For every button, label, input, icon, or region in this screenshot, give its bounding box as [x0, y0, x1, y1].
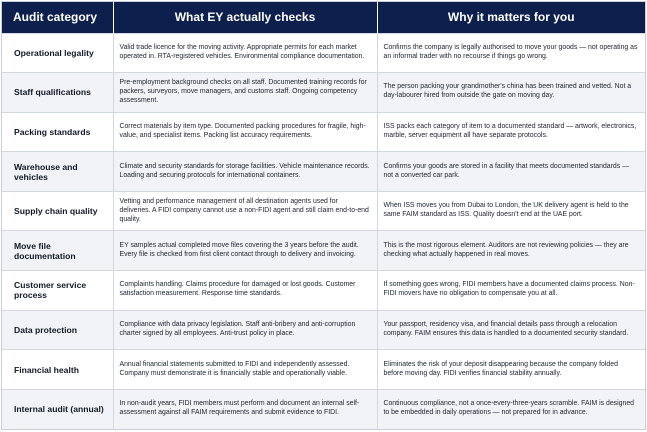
row-checks: In non-audit years, FIDI members must perform and document an internal self-assessment against all FAIM requirements and submit evidence to FIDI. — [113, 389, 377, 429]
table-row — [2, 112, 645, 152]
header-what-ey-checks: What EY actually checks — [113, 2, 377, 33]
row-checks: Annual financial statements submitted to FIDI and independently assessed. Company must demonstrate it is financially stable and operationally viable. — [113, 350, 377, 390]
row-category: Operational legality — [2, 33, 113, 73]
row-category: Internal audit (annual) — [2, 389, 113, 429]
row-category: Move file documentation — [2, 231, 113, 271]
header-audit-category: Audit category — [2, 2, 113, 33]
row-checks: Pre-employment background checks on all staff. Documented training records for packers, surveyors, move managers, and customs staff. Ongoing competency assessment. — [113, 73, 377, 113]
row-why: Confirms your goods are stored in a facility that meets documented standards — not a converted car park. — [377, 152, 645, 192]
row-category: Customer service process — [2, 271, 113, 311]
row-why: This is the most rigorous element. Auditors are not reviewing policies — they are checking what actually happened in real moves. — [377, 231, 645, 271]
row-why: ISS packs each category of item to a documented standard — artwork, electronics, marble, server equipment all have separate protocols. — [377, 112, 645, 152]
table-row — [2, 310, 645, 350]
row-category: Warehouse and vehicles — [2, 152, 113, 192]
row-category: Data protection — [2, 310, 113, 350]
table-row — [2, 73, 645, 113]
table-row — [2, 152, 645, 192]
row-checks: Compliance with data privacy legislation. Staff anti-bribery and anti-corruption charter signed by all employees. Anti-trust policy in place. — [113, 310, 377, 350]
audit-comparison-table — [2, 2, 645, 429]
row-checks: Climate and security standards for storage facilities. Vehicle maintenance records. Loading and securing protocols for international containers. — [113, 152, 377, 192]
table-row — [2, 271, 645, 311]
row-why: When ISS moves you from Dubai to London, the UK delivery agent is held to the same FAIM standard as ISS. Quality doesn't end at the UAE port. — [377, 191, 645, 231]
row-category: Staff qualifications — [2, 73, 113, 113]
table-row — [2, 33, 645, 73]
row-why: Continuous compliance, not a once-every-three-years scramble. FAIM is designed to be embedded in daily operations — not prepared for in advance. — [377, 389, 645, 429]
table-row — [2, 389, 645, 429]
row-checks: Complaints handling. Claims procedure for damaged or lost goods. Customer satisfaction measurement. Response time standards. — [113, 271, 377, 311]
table-header-row — [2, 2, 645, 33]
row-checks: Valid trade licence for the moving activity. Appropriate permits for each market operated in. RTA-registered vehicles. Environmental compliance documentation. — [113, 33, 377, 73]
header-why-it-matters: Why it matters for you — [447, 10, 575, 25]
row-why: Eliminates the risk of your deposit disappearing because the company folded before moving day. FIDI verifies financial stability annually. — [377, 350, 645, 390]
audit-table-container — [1, 1, 646, 430]
row-why: If something goes wrong, FIDI members have a documented claims process. Non-FIDI movers have no obligation to compensate you at all. — [377, 271, 645, 311]
row-category: Packing standards — [2, 112, 113, 152]
row-category: Financial health — [2, 350, 113, 390]
row-why: Confirms the company is legally authorised to move your goods — not operating as an informal trader with no recourse if things go wrong. — [377, 33, 645, 73]
row-checks: Correct materials by item type. Documented packing procedures for fragile, high-value, and specialist items. Packing list accuracy requirements. — [113, 112, 377, 152]
row-category: Supply chain quality — [2, 191, 113, 231]
row-checks: Vetting and performance management of all destination agents used for deliveries. A FIDI company cannot use a non-FIDI agent and still claim end-to-end quality. — [113, 191, 377, 231]
table-row — [2, 350, 645, 390]
row-why: Your passport, residency visa, and financial details pass through a relocation company. FAIM ensures this data is handled to a documented security standard. — [377, 310, 645, 350]
row-why: The person packing your grandmother's china has been trained and vetted. Not a day-labourer hired from outside the gate on moving day. — [377, 73, 645, 113]
table-row — [2, 231, 645, 271]
row-checks: EY samples actual completed move files covering the 3 years before the audit. Every file is checked from first client contact through to delivery and invoicing. — [113, 231, 377, 271]
table-row — [2, 191, 645, 231]
